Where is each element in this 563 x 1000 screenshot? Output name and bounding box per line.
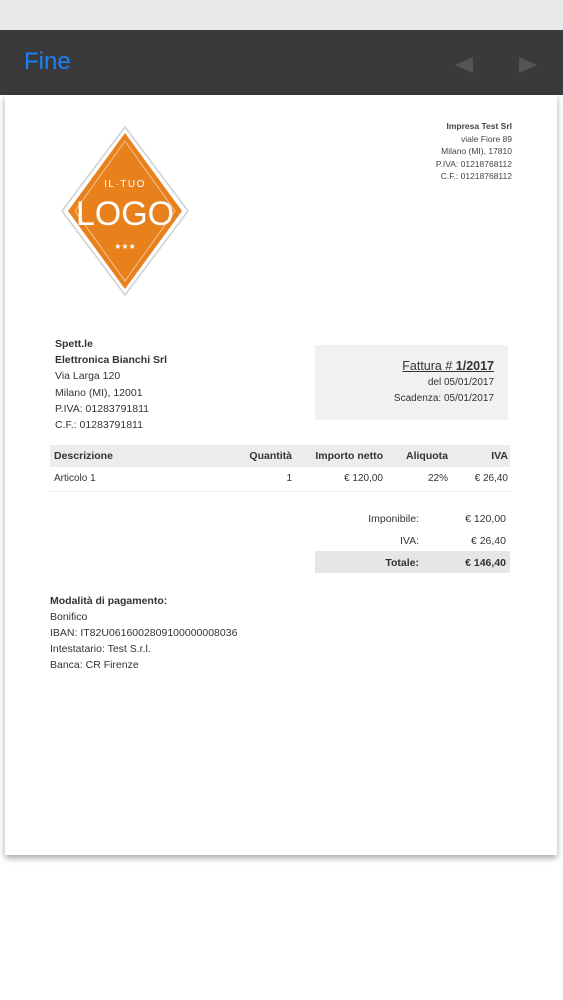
vat-label: IVA: [399, 535, 419, 547]
total-row [315, 551, 510, 573]
taxable-value: € 120,00 [465, 513, 506, 525]
company-street: viale Fiore 89 [460, 133, 512, 144]
invoice-due-date: Scadenza: 05/01/2017 [393, 393, 494, 404]
row-tax-rate: 22% [427, 473, 448, 484]
row-quantity: 1 [286, 473, 292, 484]
client-name: Elettronica Bianchi Srl [55, 354, 168, 367]
company-cf: C.F.: 01218768112 [440, 171, 512, 181]
done-button[interactable]: Fine [24, 48, 71, 75]
status-bar [0, 0, 563, 30]
invoice-title [402, 359, 494, 373]
company-city: Milano (MI), 17810 [441, 146, 512, 156]
client-cf: C.F.: 01283791811 [55, 419, 143, 432]
payment-iban: IBAN: IT82U0616002809100000008036 [50, 627, 238, 639]
row-vat: € 26,40 [474, 473, 508, 484]
company-name: Impresa Test Srl [446, 121, 512, 131]
payment-method: Bonifico [50, 611, 88, 623]
client-info [55, 336, 167, 433]
payment-holder: Intestatario: Test S.r.l. [50, 643, 151, 655]
vat-row [315, 529, 510, 551]
invoice-title-prefix: Fattura # [402, 359, 456, 373]
header-description: Descrizione [54, 450, 113, 462]
payment-title: Modalità di pagamento: [50, 595, 168, 607]
vat-value: € 26,40 [470, 535, 506, 547]
totals-section [315, 507, 510, 573]
logo-image [60, 125, 190, 297]
row-net-amount: € 120,00 [344, 473, 383, 484]
client-street: Via Larga 120 [55, 370, 121, 383]
taxable-label: Imponibile: [368, 513, 419, 525]
navigation-bar [0, 30, 563, 95]
header-tax-rate: Aliquota [406, 450, 448, 462]
items-table [50, 445, 510, 492]
logo-stars: ★★★ [114, 242, 136, 251]
row-description: Articolo 1 [54, 473, 96, 484]
header-net-amount: Importo netto [315, 450, 383, 462]
company-info [436, 120, 512, 183]
total-value: € 146,40 [465, 557, 506, 569]
taxable-row [315, 507, 510, 529]
previous-arrow-icon[interactable] [455, 57, 473, 73]
logo-top-text: IL·TUO [104, 179, 146, 190]
payment-info [50, 593, 237, 673]
header-quantity: Quantità [249, 450, 292, 462]
header-vat: IVA [491, 450, 508, 462]
items-table-header [50, 445, 510, 467]
client-piva: P.IVA: 01283791811 [55, 402, 150, 415]
invoice-page [5, 95, 557, 855]
company-piva: P.IVA: 01218768112 [435, 158, 512, 169]
invoice-date: del 05/01/2017 [427, 377, 494, 388]
logo-main-text: LOGO [75, 195, 175, 233]
client-city: Milano (MI), 12001 [55, 386, 143, 399]
payment-bank: Banca: CR Firenze [50, 659, 139, 671]
total-label: Totale: [385, 557, 419, 569]
invoice-number: 1/2017 [455, 359, 494, 373]
next-arrow-icon[interactable] [519, 57, 537, 73]
client-salutation: Spett.le [55, 338, 93, 350]
table-row [50, 467, 510, 492]
invoice-header-box [315, 345, 508, 420]
